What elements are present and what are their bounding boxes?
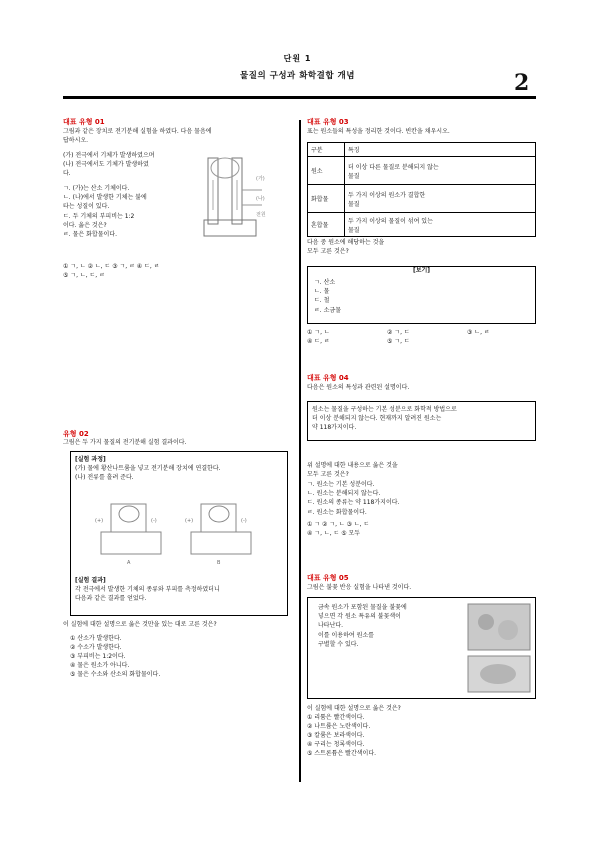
question-stem: 표는 원소들의 특성을 정리한 것이다. 빈칸을 채우시오. [307,128,450,135]
table-row [308,157,536,185]
choice-line: ④ 물은 원소가 아니다. [70,662,130,669]
box-item: ㄹ. 소금물 [314,306,341,314]
answer-choices [63,262,293,280]
item-line: ㄴ. (나)에서 발생한 기체는 불에 [63,194,147,202]
choice: ① ㄱ, ㄴ [307,329,330,336]
box-item: ㄴ. 물 [314,288,330,296]
box-heading: [실험 과정] [75,456,106,463]
answer-choices [307,328,537,346]
box-text [75,464,283,482]
prompt-line: 모두 고른 것은? [307,248,349,256]
electrode-label: (+) [185,518,194,524]
choice-line: ⑤ 물은 수소와 산소의 화합물이다. [70,671,161,678]
figure-label: (가) [256,176,265,182]
prompt-line: 모두 고른 것은? [307,471,349,479]
item-line: 이다. 옳은 것은? [63,221,107,229]
answer-choices [70,634,290,679]
choice: ② ㄱ, ㄷ [387,329,410,336]
item-line: ㄹ. 원소는 화합물이다. [307,508,367,516]
item-line: ㄱ. (가)는 산소 기체이다. [63,185,130,192]
experiment-box [307,597,536,699]
box-item: ㄱ. 산소 [314,279,336,286]
stem-line: 그림과 같은 장치로 전기분해 실험을 하였다. 다음 물음에 [63,128,212,135]
choice-line: ④ ㄱ, ㄴ, ㄷ ⑤ 모두 [307,530,361,538]
box-line: 넣으면 각 원소 특유의 불꽃색이 [318,613,401,621]
table-cell: 두 가지 이상의 원소가 결합한 물질 [345,185,536,213]
choice-line: ③ 부피비는 1:2이다. [70,653,126,660]
header-rule [63,96,536,99]
item-line: ㄷ. 두 기체의 부피비는 1:2 [63,212,135,220]
question-stem: 그림은 불꽃 반응 실험을 나타낸 것이다. [307,584,412,591]
prompt-line: 다음 중 원소에 해당하는 것을 [307,239,385,246]
item-line: ㄴ. 원소는 분해되지 않는다. [307,490,381,498]
question-prompt: 이 실험에 대한 설명으로 옳은 것만을 있는 대로 고른 것은? [63,621,217,628]
electrolysis-apparatus-figure [190,150,280,245]
question-tag: 대표 유형 04 [307,374,349,382]
electrode-label: (-) [151,518,157,524]
item-line: ㄹ. 물은 화합물이다. [63,231,117,239]
item-line: ㄱ. 원소는 기본 성분이다. [307,481,375,488]
box-line: 이를 이용하여 원소를 [318,631,374,639]
passage-line: 더 이상 분해되지 않는다. 현재까지 알려진 원소는 [312,415,442,423]
question-items [307,480,537,517]
choice-line: ④ 구리는 청록색이다. [307,741,365,748]
table-row [308,213,536,237]
question-tag: 대표 유형 03 [307,118,349,126]
unit-label: 단원 1 [283,54,312,63]
passage-text [312,405,532,433]
table-cell: 더 이상 다른 물질로 분해되지 않는 물질 [345,157,536,185]
stem-line: 답하시오. [63,137,89,145]
table-header-row [308,143,536,157]
table-header-cell: 특징 [345,143,536,157]
box-line: (가) 물에 황산나트륨을 넣고 전기분해 장치에 연결한다. [75,465,221,472]
table-row [308,185,536,213]
choice: ③ ㄴ, ㄹ [467,329,490,336]
choice-line: ① 리튬은 빨간색이다. [307,714,365,721]
question-prompt [307,238,537,256]
figure-caption: B [217,560,221,566]
experiment-box [70,451,288,616]
box-line: 다음과 같은 결과를 얻었다. [75,595,147,603]
item-line: 타는 성질이 있다. [63,203,110,211]
side-line: (가) 전극에서 기체가 발생하였으며 [63,152,155,159]
question-side-text [63,151,191,179]
example-box [307,266,536,324]
question-items [63,184,191,239]
choice-line: ⑤ ㄱ, ㄴ, ㄷ, ㄹ [63,272,105,280]
box-line: 각 전극에서 발생한 기체의 종류와 부피를 측정하였더니 [75,586,220,593]
box-items [314,278,341,315]
question-tag: 대표 유형 01 [63,118,105,126]
side-line: (나) 전극에서도 기체가 발생하였 [63,161,149,169]
question-stem: 다음은 원소의 특성과 관련된 설명이다. [307,384,410,391]
column-divider [299,120,301,782]
properties-table [307,142,536,237]
passage-box [307,401,536,441]
electrolysis-comparison-figure [91,492,271,567]
choice-line: ① ㄱ, ㄴ ② ㄴ, ㄷ ③ ㄱ, ㄹ ④ ㄷ, ㄹ [63,263,160,270]
box-heading: [보기] [412,267,431,274]
box-heading: [실험 결과] [75,577,106,584]
choice-line: ② 나트륨은 노란색이다. [307,723,371,730]
figure-label: (나) [256,196,265,202]
box-line: (나) 전류를 흘려 준다. [75,474,134,482]
box-line: 구별할 수 있다. [318,640,359,648]
table-cell: 혼합물 [308,213,345,237]
choice-line: ③ 칼륨은 보라색이다. [307,732,365,739]
flame-test-photo [466,602,532,694]
question-tag: 유형 02 [63,430,89,438]
figure-caption: A [127,560,131,566]
electrode-label: (+) [95,518,104,524]
table-cell: 두 가지 이상의 물질이 섞여 있는 물질 [345,213,536,237]
electrode-label: (-) [241,518,247,524]
answer-choices [307,713,537,758]
table-cell: 화합물 [308,185,345,213]
question-prompt [307,461,537,479]
passage-line: 약 118가지이다. [312,424,357,432]
box-text [318,603,468,649]
side-line: 다. [63,170,71,178]
question-stem: 그림은 두 가지 물질의 전기분해 실험 결과이다. [63,439,187,446]
page-title: 물질의 구성과 화학결합 개념 [240,71,355,81]
choice-line: ⑤ 스트론튬은 빨간색이다. [307,750,377,757]
question-tag: 대표 유형 05 [307,574,349,582]
choice-line: ② 수소가 발생한다. [70,644,122,651]
choice-line: ① ㄱ ② ㄱ, ㄴ ③ ㄴ, ㄷ [307,521,370,528]
item-line: ㄷ. 원소의 종류는 약 118가지이다. [307,499,400,507]
passage-line: 원소는 물질을 구성하는 기본 성분으로 화학적 방법으로 [312,406,457,413]
choice-line: ① 산소가 발생한다. [70,635,122,642]
choice: ④ ㄷ, ㄹ [307,338,330,345]
answer-choices [307,520,537,538]
question-prompt: 이 실험에 대한 설명으로 옳은 것은? [307,705,401,712]
table-cell: 원소 [308,157,345,185]
box-line: 나타난다. [318,622,344,630]
choice: ⑤ ㄱ, ㄷ [387,338,410,345]
prompt-line: 위 설명에 대한 내용으로 옳은 것을 [307,462,398,469]
page-number: 2 [514,70,530,96]
box-line: 금속 원소가 포함된 물질을 불꽃에 [318,604,407,611]
question-stem [63,127,288,145]
figure-label: 전원 [256,212,266,218]
box-text [75,585,283,603]
box-item: ㄷ. 철 [314,297,330,305]
table-header-cell: 구분 [308,143,345,157]
